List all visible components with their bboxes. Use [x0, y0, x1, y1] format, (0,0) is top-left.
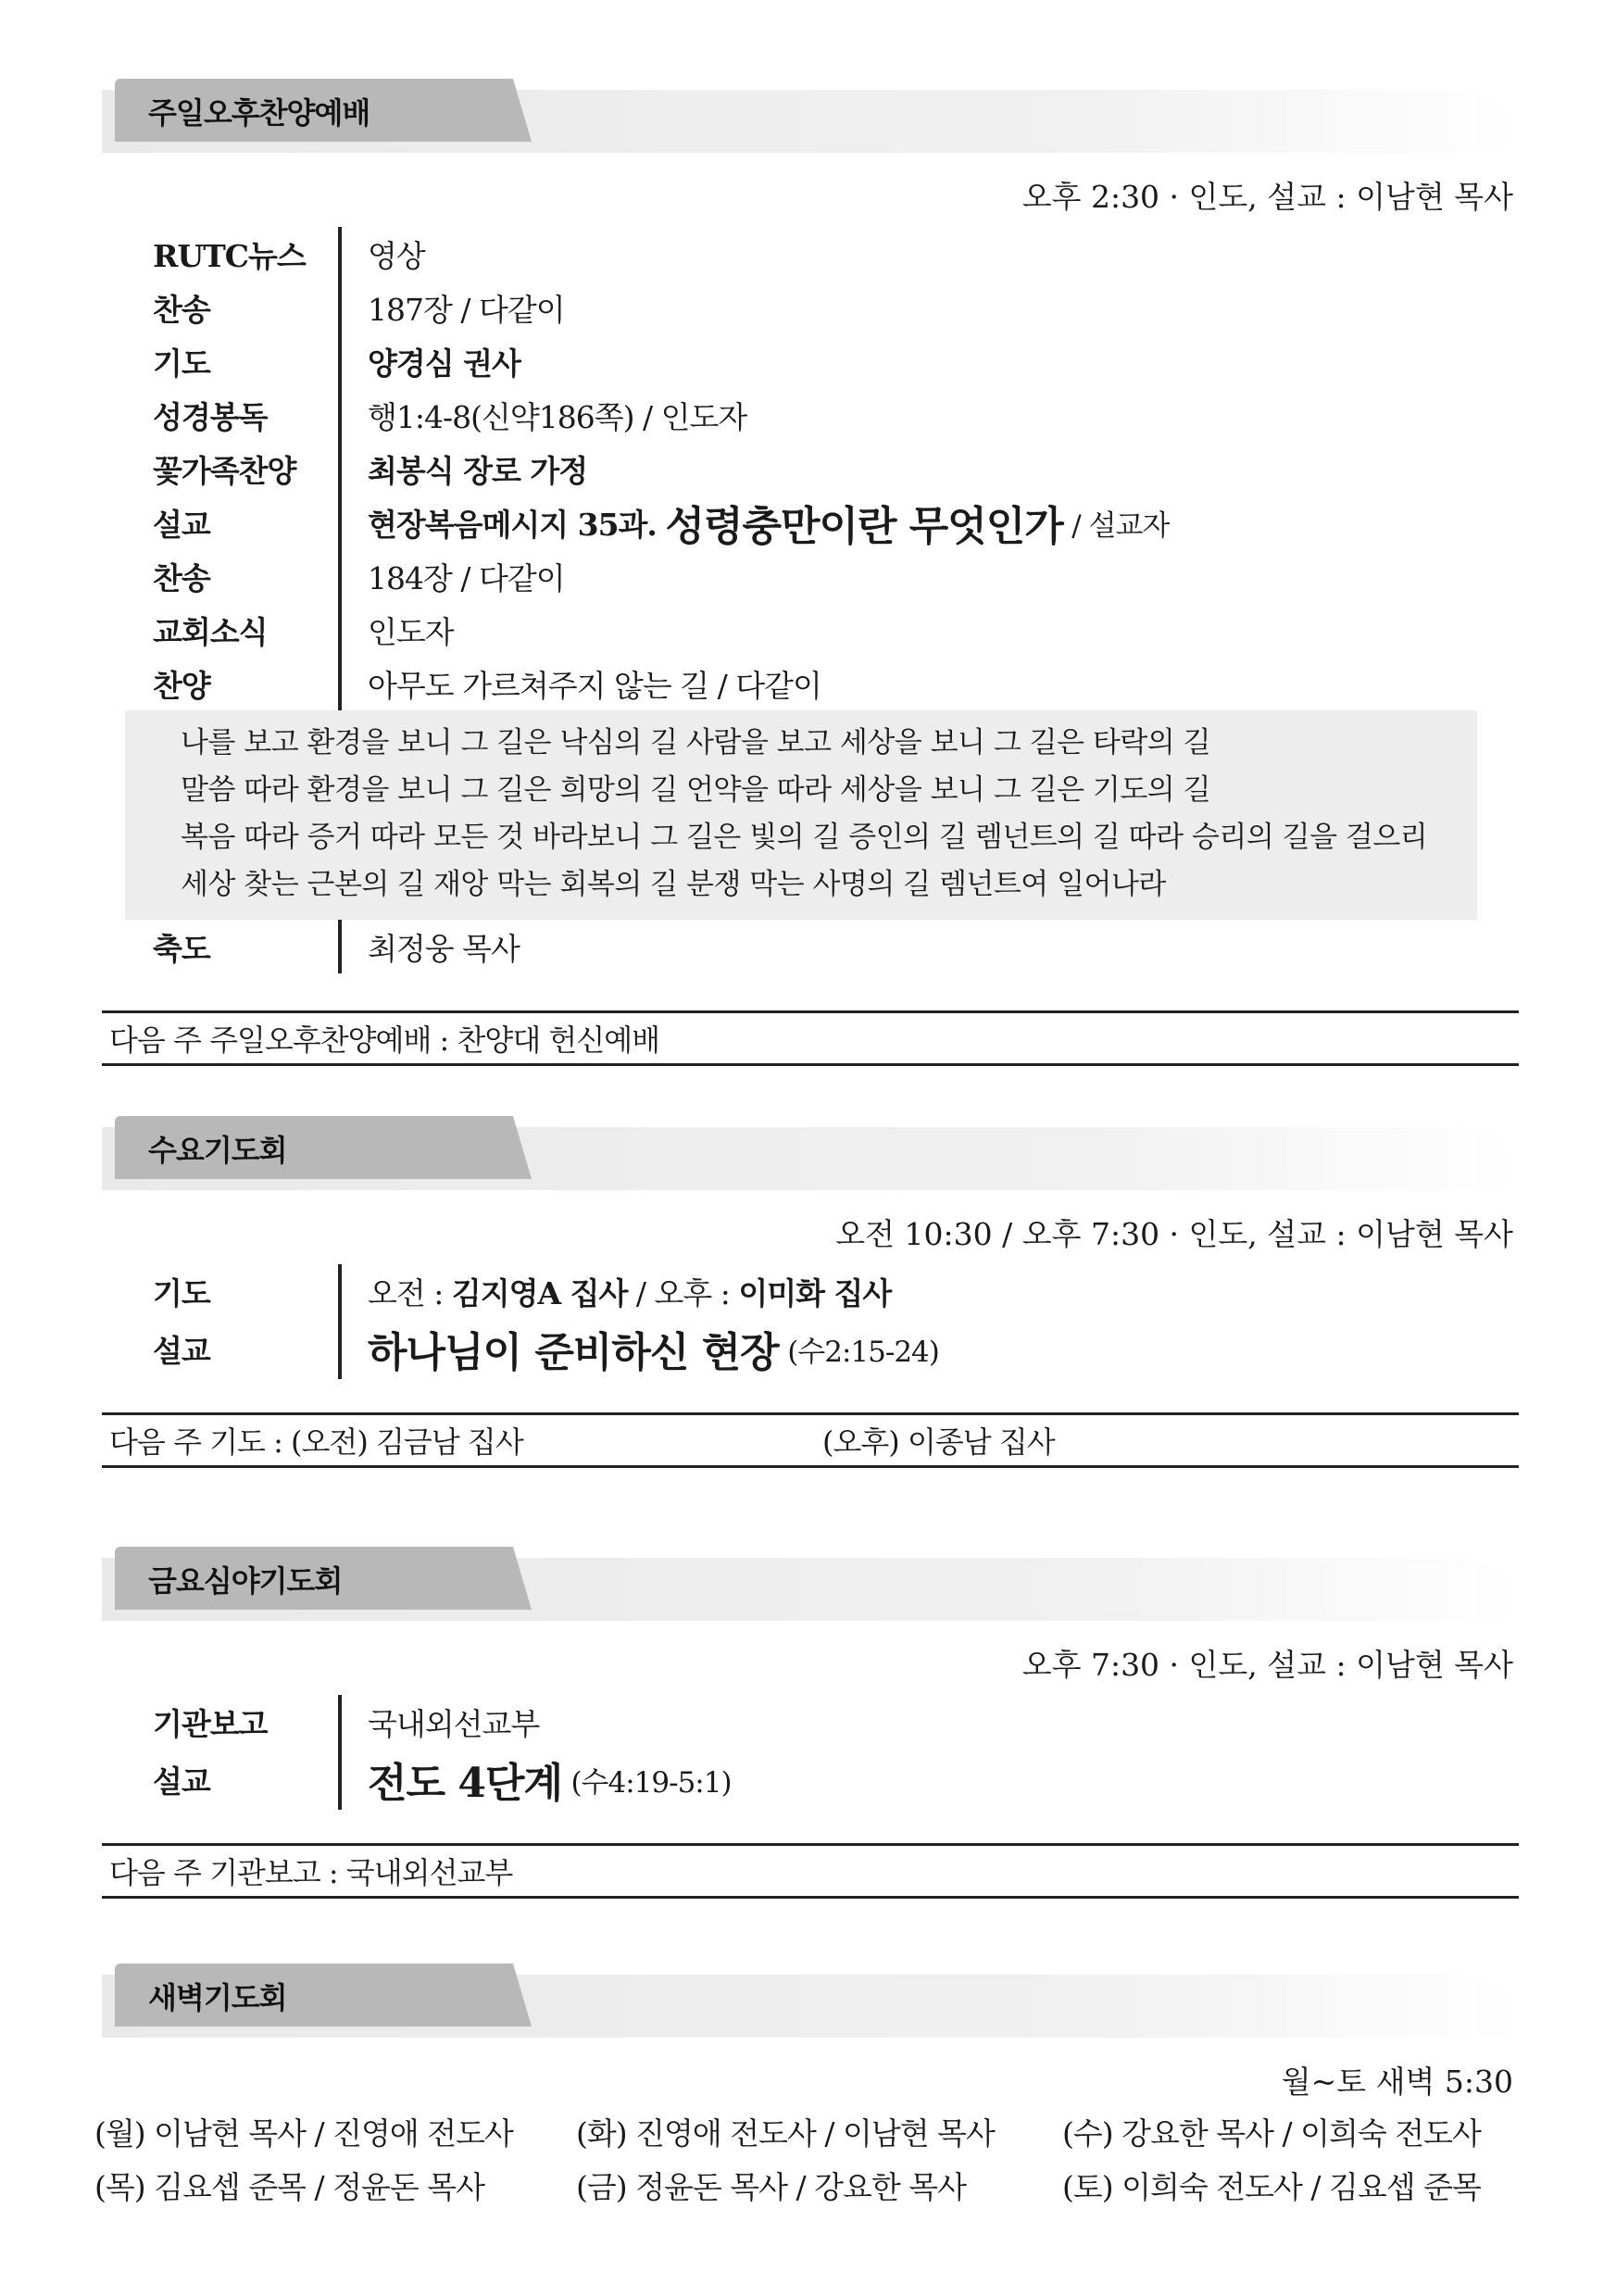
sermon-value	[338, 496, 1169, 549]
sermon-title: 성령충만이란 무엇인가	[665, 503, 1063, 550]
schedule-cell: (토) 이희숙 전도사 / 김요셉 준목	[1062, 2168, 1481, 2205]
lyrics-line: 복음 따라 증거 따라 모든 것 바라보니 그 길은 빛의 길 증인의 길 렘넌트의 길 따라 승리의 길을 걸으리	[181, 821, 1428, 854]
order-label: 꽃가족찬양	[153, 452, 296, 489]
order-row	[102, 281, 1519, 334]
order-row	[102, 920, 1519, 973]
order-label: RUTC뉴스	[153, 237, 306, 274]
order-row	[102, 1264, 1519, 1318]
prayer-pm-name: 이미화 집사	[738, 1274, 892, 1311]
sunday-section	[102, 79, 1519, 1066]
sermon-speaker: / 설교자	[1071, 508, 1170, 543]
section-title: 수요기도회	[148, 1133, 287, 1168]
prayer-sep: / 오후 :	[635, 1274, 730, 1311]
schedule-cell: (수) 강요한 목사 / 이희숙 전도사	[1062, 2114, 1481, 2152]
schedule-cell: (화) 진영애 전도사 / 이남현 목사	[576, 2114, 995, 2152]
order-of-service	[102, 1264, 1519, 1379]
order-value: 최정웅 목사	[338, 920, 520, 973]
service-info: 오전 10:30 / 오후 7:30 · 인도, 설교 : 이남현 목사	[835, 1216, 1513, 1252]
order-label: 설교	[153, 1332, 210, 1369]
order-row	[102, 603, 1519, 657]
section-title: 새벽기도회	[148, 1980, 287, 2015]
order-label: 축도	[153, 930, 210, 967]
section-header	[102, 1964, 1519, 2038]
order-label: 기도	[153, 1274, 210, 1311]
lyrics-line: 세상 찾는 근본의 길 재앙 막는 회복의 길 분쟁 막는 사명의 길 렘넌트여 일어나라	[181, 868, 1166, 901]
order-value: 국내외선교부	[338, 1695, 539, 1749]
sermon-value	[338, 1318, 939, 1379]
sermon-title: 전도 4단계	[368, 1760, 562, 1807]
sermon-ref: (수2:15-24)	[787, 1335, 939, 1369]
order-value: 행1:4-8(신약186쪽) / 인도자	[338, 388, 746, 442]
order-value: 영상	[338, 227, 425, 281]
service-info: 오후 2:30 · 인도, 설교 : 이남현 목사	[1021, 179, 1513, 215]
prayer-am-name: 김지영A 집사	[451, 1274, 628, 1311]
friday-section	[102, 1547, 1519, 1899]
order-label: 기관보고	[153, 1705, 268, 1742]
service-info: 오후 7:30 · 인도, 설교 : 이남현 목사	[1021, 1647, 1513, 1683]
order-of-service	[102, 1695, 1519, 1810]
dawn-section	[94, 1964, 1519, 2212]
order-label: 성경봉독	[153, 398, 268, 435]
section-title: 주일오후찬양예배	[148, 95, 370, 131]
order-row	[102, 227, 1519, 281]
sermon-series: 현장복음메시지 35과.	[368, 506, 657, 543]
schedule-cell: (목) 김요셉 준목 / 정윤돈 목사	[94, 2168, 484, 2205]
section-header	[102, 79, 1519, 153]
lyrics-line: 나를 보고 환경을 보니 그 길은 낙심의 길 사람을 보고 세상을 보니 그 길은 타락의 길	[181, 726, 1211, 759]
order-row	[102, 657, 1519, 710]
section-header	[102, 1547, 1519, 1621]
lyrics-box	[125, 710, 1477, 920]
lyrics-line: 말씀 따라 환경을 보니 그 길은 희망의 길 언약을 따라 세상을 보니 그 길은 기도의 길	[181, 773, 1211, 807]
next-prayer-am: 다음 주 기도 : (오전) 김금남 집사	[109, 1424, 523, 1460]
order-label: 찬송	[153, 291, 210, 328]
next-prayer-pm: (오후) 이종남 집사	[822, 1424, 1055, 1460]
schedule-row	[94, 2158, 1519, 2212]
schedule-cell: (월) 이남현 목사 / 진영애 전도사	[94, 2114, 513, 2152]
order-row	[102, 388, 1519, 442]
next-week-note: 다음 주 기관보고 : 국내외선교부	[102, 1843, 1519, 1899]
sermon-title: 하나님이 준비하신 현장	[368, 1329, 779, 1376]
order-label: 찬송	[153, 559, 210, 596]
prayer-value	[338, 1264, 891, 1318]
order-value: 184장 / 다같이	[338, 549, 565, 603]
schedule-cell: (금) 정윤돈 목사 / 강요한 목사	[576, 2168, 966, 2205]
order-label: 설교	[153, 506, 210, 543]
order-label: 기도	[153, 345, 210, 382]
prayer-am-prefix: 오전 :	[368, 1274, 444, 1311]
order-of-service	[102, 227, 1519, 973]
order-row	[102, 442, 1519, 496]
order-value: 인도자	[338, 603, 454, 657]
schedule-row	[94, 2104, 1519, 2158]
section-header	[102, 1116, 1519, 1190]
order-row	[102, 1749, 1519, 1810]
sermon-value	[338, 1749, 732, 1810]
order-label: 찬양	[153, 667, 210, 704]
order-row	[102, 1695, 1519, 1749]
order-label: 설교	[153, 1763, 210, 1800]
order-value: 아무도 가르쳐주지 않는 길 / 다같이	[338, 657, 821, 710]
wednesday-section	[102, 1116, 1519, 1468]
dawn-schedule	[94, 2104, 1519, 2212]
order-row	[102, 1318, 1519, 1379]
order-label: 교회소식	[153, 613, 268, 650]
order-value: 양경심 권사	[338, 334, 520, 388]
order-value: 최봉식 장로 가정	[338, 442, 587, 496]
order-value: 187장 / 다같이	[338, 281, 565, 334]
next-week-note	[102, 1412, 1519, 1468]
sermon-ref: (수4:19-5:1)	[570, 1765, 732, 1800]
section-title: 금요심야기도회	[148, 1563, 343, 1599]
order-row	[102, 496, 1519, 549]
order-row	[102, 334, 1519, 388]
service-info: 월~토 새벽 5:30	[1281, 2064, 1513, 2100]
order-row	[102, 549, 1519, 603]
next-week-note: 다음 주 주일오후찬양예배 : 찬양대 헌신예배	[102, 1010, 1519, 1066]
